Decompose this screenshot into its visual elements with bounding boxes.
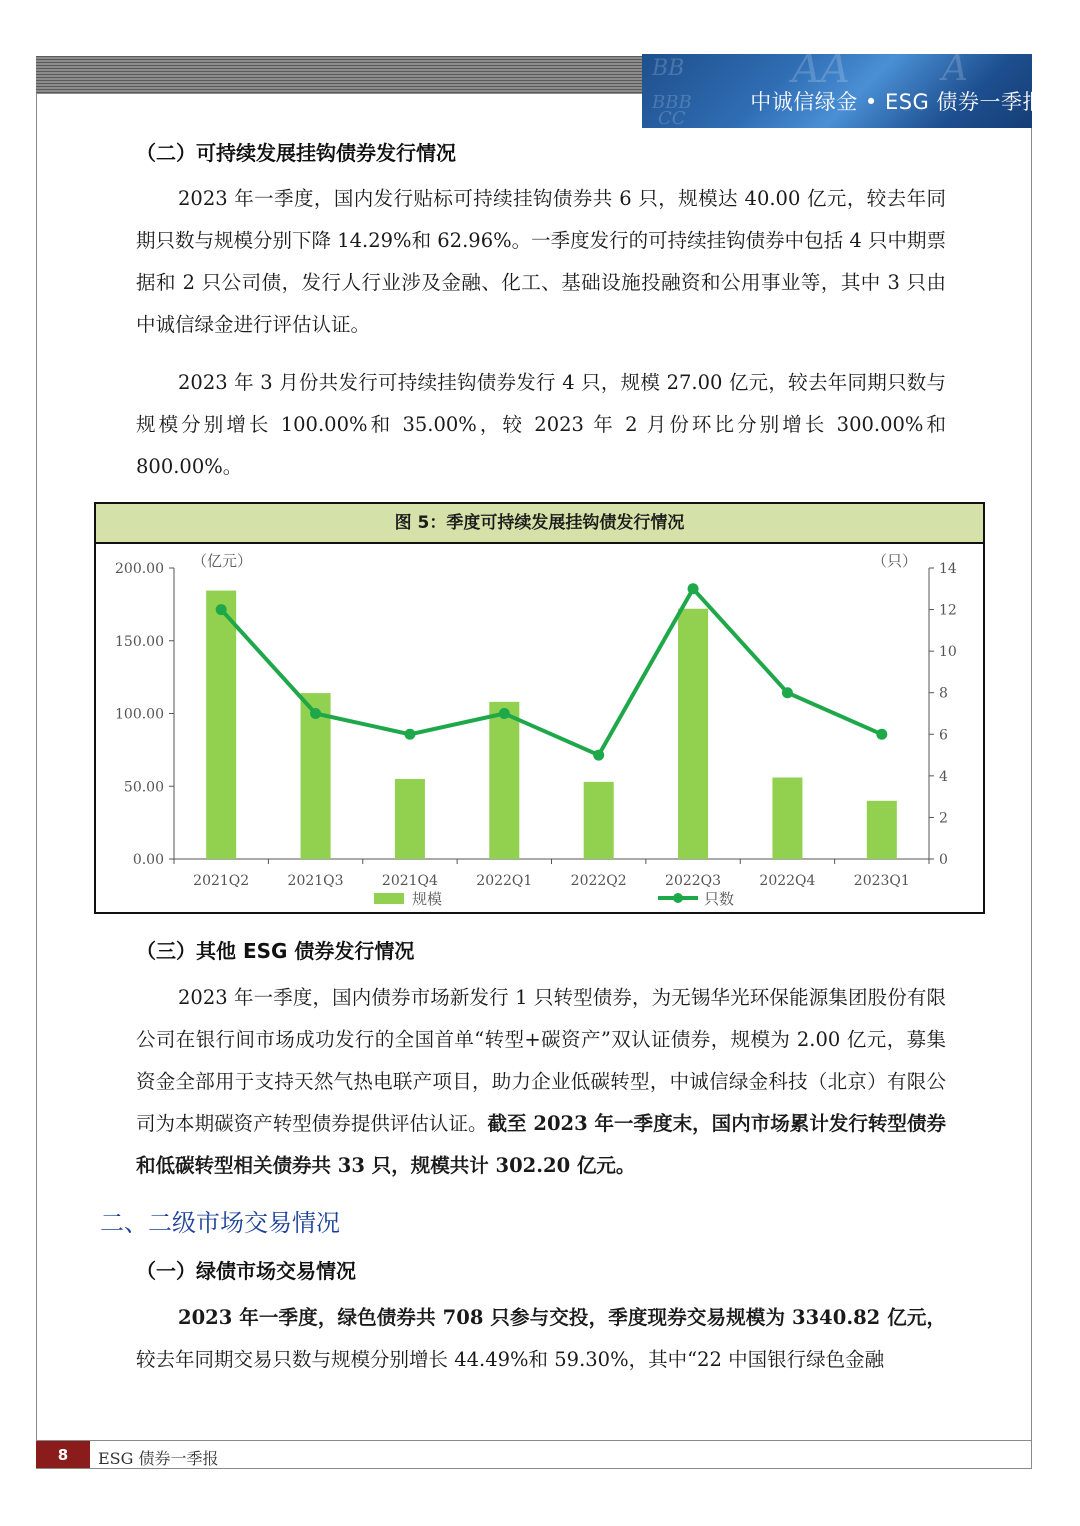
line-point-2021Q2 — [216, 604, 227, 615]
line-point-2022Q3 — [688, 583, 699, 594]
right-tick-label: 2 — [939, 810, 948, 827]
left-tick-label: 50.00 — [123, 779, 164, 796]
legend-label-bars: 规模 — [412, 890, 443, 908]
header-banner-image: BB AA BBB CC A — [642, 54, 1032, 128]
footer-bottom-line — [36, 1468, 1032, 1469]
right-axis-unit: （只） — [871, 552, 917, 570]
paragraph-transition-normal: 2023 年一季度，国内债券市场新发行 1 只转型债券，为无锡华光环保能源集团股份有限公司在银行间市场成功发行的全国首单“转型+碳资产”双认证债券，规模为 2.00 亿元，募集资金全部用于支持天然气热电联产项目，助力企业低碳转型，中诚信绿金科技（北京）有限公司为本期碳资产转型债券提供评估认证。 — [136, 986, 946, 1135]
line-point-2022Q1 — [499, 708, 510, 719]
footer-divider — [36, 1440, 1032, 1441]
footer-report-name: ESG 债券一季报 — [98, 1449, 219, 1468]
x-tick-label: 2022Q1 — [476, 873, 533, 889]
left-tick-label: 0.00 — [132, 852, 164, 868]
bar-2022Q3 — [678, 609, 708, 859]
x-tick-label: 2023Q1 — [853, 873, 910, 889]
left-tick-label: 200.00 — [115, 561, 164, 577]
paragraph-transition-bonds — [136, 977, 946, 1187]
left-axis-unit: （亿元） — [192, 552, 253, 570]
line-point-2022Q2 — [593, 750, 604, 761]
right-tick-label: 10 — [939, 644, 957, 661]
right-tick-label: 0 — [939, 852, 948, 868]
bar-2023Q1 — [867, 801, 897, 859]
bar-2021Q2 — [206, 591, 236, 859]
x-tick-label: 2022Q3 — [665, 873, 722, 889]
x-tick-label: 2021Q4 — [381, 873, 438, 889]
paragraph-trading-bold: 2023 年一季度，绿色债券共 708 只参与交投，季度现券交易规模为 3340.82 亿元， — [178, 1306, 946, 1329]
paragraph-trading-normal: 较去年同期交易只数与规模分别增长 44.49%和 59.30%，其中“22 中国银行绿色金融 — [136, 1348, 885, 1371]
bar-2021Q4 — [395, 779, 425, 859]
legend-swatch-bars — [374, 893, 404, 904]
paragraph-green-bond-trading — [136, 1297, 946, 1381]
section-heading-secondary-market: 二、二级市场交易情况 — [100, 1209, 340, 1237]
subsection-heading-other-esg: （三）其他 ESG 债券发行情况 — [136, 939, 415, 963]
x-tick-label: 2021Q2 — [193, 873, 250, 889]
legend-label-line: 只数 — [704, 890, 735, 908]
header-stripe-band — [36, 56, 642, 94]
line-point-2021Q3 — [310, 708, 321, 719]
header-title: 中诚信绿金 • ESG 债券一季报 — [750, 90, 1044, 114]
line-point-2023Q1 — [876, 729, 887, 740]
bar-2022Q4 — [772, 778, 802, 859]
x-tick-label: 2022Q2 — [570, 873, 627, 889]
right-tick-label: 4 — [939, 768, 948, 785]
paragraph-transition-bold: 截至 2023 年一季度末，国内市场累计发行转型债券和低碳转型相关债券共 33 只，规模共计 302.20 亿元。 — [136, 1112, 946, 1177]
right-tick-label: 14 — [939, 561, 957, 577]
line-point-2021Q4 — [404, 729, 415, 740]
subsection-heading-sustainability-linked: （二）可持续发展挂钩债券发行情况 — [136, 141, 456, 165]
chart-plot — [96, 544, 983, 912]
x-tick-label: 2021Q3 — [287, 873, 344, 889]
x-tick-label: 2022Q4 — [759, 873, 816, 889]
right-tick-label: 6 — [939, 727, 948, 744]
page-number: 8 — [36, 1441, 90, 1469]
chart-title: 图 5：季度可持续发展挂钩债发行情况 — [96, 504, 983, 544]
right-tick-label: 8 — [939, 685, 948, 702]
bar-2022Q1 — [489, 702, 519, 859]
chart-figure — [94, 502, 985, 914]
paragraph-sustainability-march: 2023 年 3 月份共发行可持续挂钩债券发行 4 只，规模 27.00 亿元，较去年同期只数与规模分别增长 100.00%和 35.00%，较 2023 年 2 月份环比分别增长 300.00%和 800.00%。 — [136, 371, 946, 478]
line-point-2022Q4 — [782, 687, 793, 698]
paragraph-sustainability-q1: 2023 年一季度，国内发行贴标可持续挂钩债券共 6 只，规模达 40.00 亿元，较去年同期只数与规模分别下降 14.29%和 62.96%。一季度发行的可持续挂钩债券中包括 4 只中期票据和 2 只公司债，发行人行业涉及金融、化工、基础设施投融资和公用事业等，其中 3 只由中诚信绿金进行评估认证。 — [136, 187, 946, 336]
bar-2022Q2 — [584, 782, 614, 859]
right-tick-label: 12 — [939, 602, 957, 619]
left-tick-label: 150.00 — [115, 633, 164, 650]
legend-swatch-line-point — [673, 893, 683, 903]
subsection-heading-green-bond-trading: （一）绿债市场交易情况 — [136, 1259, 356, 1283]
left-tick-label: 100.00 — [115, 706, 164, 723]
